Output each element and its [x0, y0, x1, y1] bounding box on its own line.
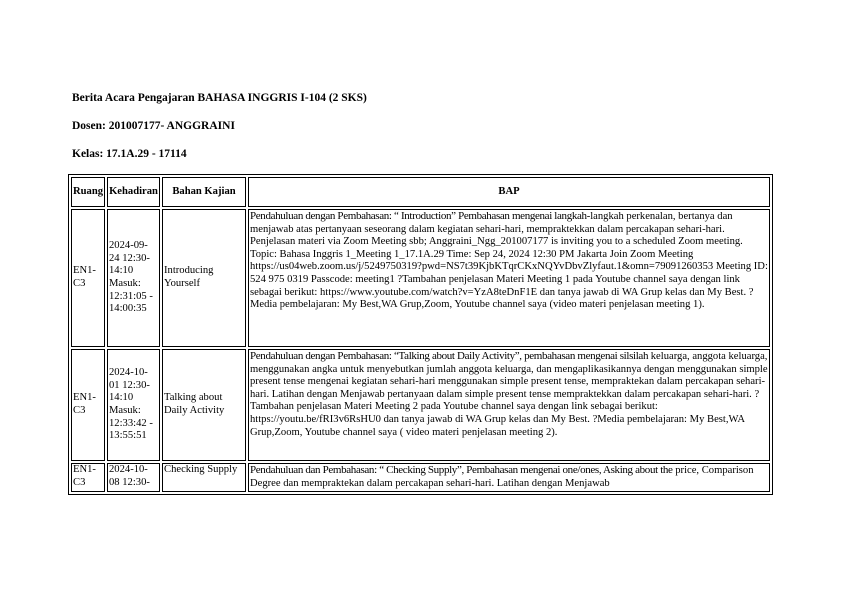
table-row — [71, 463, 770, 492]
bap-body-text: -langkah perkenalan, bertanya dan menjawab atas pertanyaan seseorang dalam kegiatan sehari-hari, mempraktekkan dalam percakapan sehari-hari. Penjelasan materi via Zoom Meeting sbb; Anggraini_Ngg_201007177 is inviting you to a scheduled Zoom meeting. Topic: Bahasa Inggris 1_Meeting 1_17.1A.29 Time: Sep 24, 2024 12:30 PM Jakarta Join Zoom Meeting https://us04web.zoom.us/j/5249750319?pwd=NS7t39KjbKTqrCKxNQYvDbvZlyfaut.1&omn=79091260353 Meeting ID: 524 975 0319 Passcode: meeting1 ?Tambahan penjelasan Materi Meeting 1 pada Youtube channel saya dengan link sebagai berikut: https://www.youtube.com/watch?v=YzA8teDnF1E dan tanya jawab di WA Grup kelas dan My Best. ?Media pembelajaran: My Best,WA Grup,Zoom, Youtube channel saya (video materi penjelasan meeting 1). — [250, 211, 768, 311]
bap-lead-text: Pendahuluan dengan Pembahasan: “ Introduction” Pembahasan mengenai langkah — [250, 210, 587, 222]
kehadiran-clip: 2024-10-08 12:30- — [109, 464, 150, 488]
cell-ruang: EN1-C3 — [71, 349, 105, 461]
cell-bap — [248, 349, 770, 461]
lecturer-line: Dosen: 201007177- ANGGRAINI — [72, 120, 235, 132]
cell-kehadiran — [107, 463, 160, 492]
bap-lead-text: Pendahuluan dan Pembahasan: “ Checking Supply”, Pembahasan mengenai one/ones, Asking about the — [250, 464, 673, 476]
cell-kehadiran: 2024-09-24 12:30-14:10 Masuk: 12:31:05 - 14:00:35 — [107, 209, 160, 347]
column-header-bap: BAP — [248, 177, 770, 207]
bap-table — [68, 174, 773, 495]
cell-bap — [248, 209, 770, 347]
bap-body-text: price, Comparison Degree dan mempraktekan dalam percakapan sehari-hari. Latihan dengan Menjawab — [250, 465, 754, 489]
cell-ruang: EN1-C3 — [71, 209, 105, 347]
bap-body-text: keluarga, anggota keluarga, menggunakan angka untuk menyebutkan jumlah anggota keluarga, dan mengaplikasikannya dengan menggunakan simple present tense mengenai kegiatan sehari-hari menggunakan simple present tense, mempraktekan dalam percakapan sehari-hari. Latihan dengan Menjawab pertanyaan dalam simple present tense mempraktekkan dalam percakapan sehari-hari. ?Tambahan penjelasan Materi Meeting 2 pada Youtube channel saya dengan link sebagai berikut: https://youtu.be/fRI3v6RsHU0 dan tanya jawab di WA Grup kelas dan My Best. ?Media pembelajaran: My Best,WA Grup,Zoom, Youtube channel saya ( video materi penjelasan meeting 2). — [250, 351, 768, 438]
cell-ruang — [71, 463, 105, 492]
bap-clip — [250, 464, 768, 491]
column-header-kehadiran: Kehadiran — [107, 177, 160, 207]
cell-bap — [248, 463, 770, 492]
table-header-row — [71, 177, 770, 207]
cell-bahan-kajian: Talking about Daily Activity — [162, 349, 246, 461]
ruang-clip: EN1-C3 — [73, 464, 96, 488]
bap-lead-text: Pendahuluan dengan Pembahasan: “Talking about Daily Activity”, pembahasan mengenai silsilah — [250, 350, 649, 362]
cell-kehadiran: 2024-10-01 12:30-14:10 Masuk: 12:33:42 - 13:55:51 — [107, 349, 160, 461]
cell-bahan-kajian — [162, 463, 246, 492]
bahan-clip: Checking Supply — [164, 464, 238, 475]
table-row — [71, 209, 770, 347]
column-header-ruang: Ruang — [71, 177, 105, 207]
column-header-bahan-kajian: Bahan Kajian — [162, 177, 246, 207]
class-line: Kelas: 17.1A.29 - 17114 — [72, 148, 187, 160]
cell-bahan-kajian: Introducing Yourself — [162, 209, 246, 347]
table-row — [71, 349, 770, 461]
document-title: Berita Acara Pengajaran BAHASA INGGRIS I-104 (2 SKS) — [72, 92, 367, 104]
